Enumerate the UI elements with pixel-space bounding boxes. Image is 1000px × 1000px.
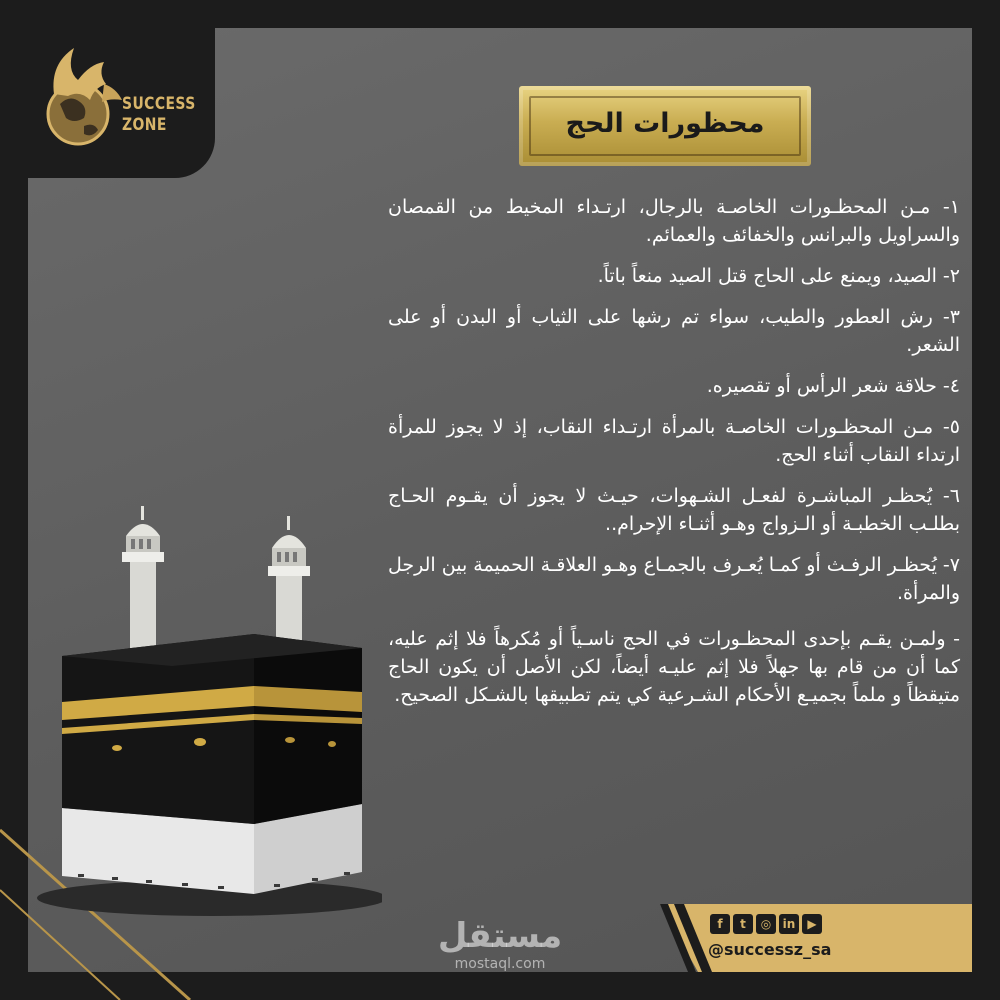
logo-area <box>0 0 215 178</box>
brand-name-line1: SUCCESS <box>122 94 196 114</box>
watermark-url: mostaql.com <box>454 956 546 972</box>
list-item: ٢- الصيد، ويمنع على الحاج قتل الصيد منعاً باتاً. <box>597 265 960 287</box>
logo-eagle-globe-icon <box>44 44 124 156</box>
twitter-icon[interactable]: t <box>733 914 753 934</box>
list-item: ٧- يُحظـر الرفـث أو كمـا يُعـرف بالجمـاع وهـو العلاقـة الحميمة بين الرجل والمرأة. <box>388 554 960 604</box>
watermark-arabic: مستقل <box>437 916 563 956</box>
closing-note: - ولمـن يقـم بإحدى المحظـورات في الحج ناسـياً أو مُكرهاً فلا إثم عليه، كما أن من قام بها جهلاً فلا إثم عليـه أيضاً، لكن الأصل أن يكون الحاج متيقظاً و ملماً بجميـع الأحكام الشـرعية كي يتم تطبيقها بالشـكل الصحيح. <box>388 628 960 706</box>
list-item: ١- مـن المحظـورات الخاصـة بالرجال، ارتـداء المخيط من القمصان والسراويل والبرانس والخفائف والعمائم. <box>388 196 960 246</box>
list-item: ٥- مـن المحظـورات الخاصـة بالمرأة ارتـداء النقاب، إذ لا يجوز للمرأة ارتداء النقاب أثناء الحج. <box>388 416 960 466</box>
list-item: ٤- حلاقة شعر الرأس أو تقصيره. <box>706 375 960 397</box>
brand-name <box>122 94 196 136</box>
title-plate <box>519 86 811 166</box>
instagram-icon[interactable]: ◎ <box>756 914 776 934</box>
kaaba-illustration <box>22 506 382 918</box>
facebook-icon[interactable]: f <box>710 914 730 934</box>
list-item: ٣- رش العطور والطيب، سواء تم رشها على الثياب أو البدن أو على الشعر. <box>388 306 960 356</box>
brand-name-line2: ZONE <box>122 115 167 135</box>
social-block <box>660 904 972 972</box>
page-title: محظورات الحج <box>565 108 765 139</box>
linkedin-icon[interactable]: in <box>779 914 799 934</box>
social-icons <box>710 914 822 934</box>
social-handle[interactable]: @successz_sa <box>708 940 832 959</box>
prohibitions-list <box>388 193 960 722</box>
list-item: ٦- يُحظـر المباشـرة لفعـل الشـهوات، حيـث لا يجوز أن يقـوم الحـاج بطلـب الخطبـة أو الـزواج وهـو أثنـاء الإحرام.. <box>388 485 960 535</box>
mostaql-watermark <box>430 916 570 972</box>
youtube-icon[interactable]: ▶ <box>802 914 822 934</box>
